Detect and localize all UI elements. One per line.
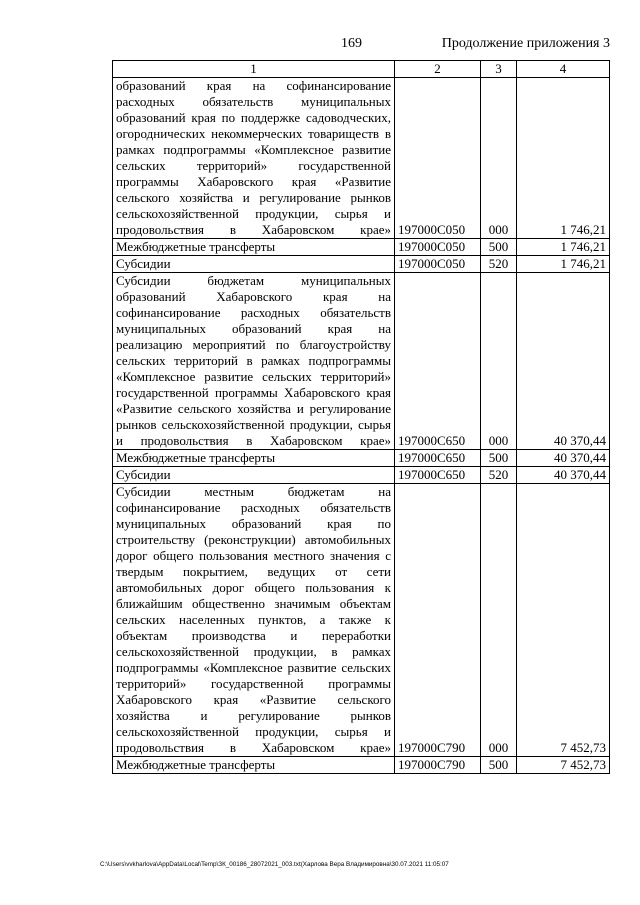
expense-type: 500 — [481, 450, 517, 467]
file-path-footer: C:\Users\vvkharlova\AppData\Local\Temp\ЗК_00186_28072021_003.txt(Харлова Вера Владимировна\30.07.2021 11:05:07 — [100, 861, 449, 868]
column-number: 4 — [517, 61, 610, 78]
expense-name: образований края на софинансирование расходных обязательств муниципальных образований края по поддержке садоводческих, огороднических некоммерческих товариществ в рамках подпрограммы «Комплексное развитие сельских территорий» государственной программы Хабаровского края «Развитие сельского хозяйства и регулирование рынков сельскохозяйственной продукции, сырья и продовольствия в Хабаровском крае» — [113, 78, 395, 239]
expense-name: Межбюджетные трансферты — [113, 450, 395, 467]
page-number: 169 — [341, 36, 362, 51]
target-code: 197000С790 — [395, 757, 481, 774]
continuation-note: Продолжение приложения 3 — [441, 36, 610, 51]
expense-type: 500 — [481, 757, 517, 774]
amount: 7 452,73 — [517, 484, 610, 757]
expense-name: Субсидии бюджетам муниципальных образований Хабаровского края на софинансирование расходных обязательств муниципальных образований края на реализацию мероприятий по благоустройству сельских территорий в рамках подпрограммы «Комплексное развитие сельских территорий» государственной программы Хабаровского края «Развитие сельского хозяйства и регулирование рынков сельскохозяйственной продукции, сырья и продовольствия в Хабаровском крае» — [113, 273, 395, 450]
expense-type: 520 — [481, 256, 517, 273]
amount: 40 370,44 — [517, 273, 610, 450]
target-code: 197000С790 — [395, 484, 481, 757]
table-row — [113, 467, 610, 484]
budget-table — [112, 60, 610, 774]
target-code: 197000С650 — [395, 273, 481, 450]
target-code: 197000С650 — [395, 450, 481, 467]
column-number: 3 — [481, 61, 517, 78]
table-row — [113, 273, 610, 450]
table-row — [113, 450, 610, 467]
expense-name: Межбюджетные трансферты — [113, 757, 395, 774]
column-number: 1 — [113, 61, 395, 78]
expense-type: 500 — [481, 239, 517, 256]
amount: 1 746,21 — [517, 78, 610, 239]
table-row — [113, 484, 610, 757]
target-code: 197000С050 — [395, 256, 481, 273]
table-row — [113, 78, 610, 239]
column-number-row — [113, 61, 610, 78]
table-row — [113, 239, 610, 256]
expense-type: 000 — [481, 78, 517, 239]
expense-name: Субсидии местным бюджетам на софинансирование расходных обязательств муниципальных образований края по строительству (реконструкции) автомобильных дорог общего пользования местного значения с твердым покрытием, ведущих от сети автомобильных дорог общего пользования к ближайшим общественно значимым объектам сельских населенных пунктов, а также к объектам производства и переработки сельскохозяйственной продукции, в рамках подпрограммы «Комплексное развитие сельских территорий» государственной программы Хабаровского края «Развитие сельского хозяйства и регулирование рынков сельскохозяйственной продукции, сырья и продовольствия в Хабаровском крае» — [113, 484, 395, 757]
amount: 40 370,44 — [517, 450, 610, 467]
table-row — [113, 757, 610, 774]
amount: 40 370,44 — [517, 467, 610, 484]
expense-type: 000 — [481, 273, 517, 450]
amount: 1 746,21 — [517, 239, 610, 256]
amount: 1 746,21 — [517, 256, 610, 273]
expense-type: 520 — [481, 467, 517, 484]
target-code: 197000С650 — [395, 467, 481, 484]
column-number: 2 — [395, 61, 481, 78]
expense-name: Субсидии — [113, 256, 395, 273]
expense-type: 000 — [481, 484, 517, 757]
amount: 7 452,73 — [517, 757, 610, 774]
target-code: 197000С050 — [395, 78, 481, 239]
expense-name: Межбюджетные трансферты — [113, 239, 395, 256]
expense-name: Субсидии — [113, 467, 395, 484]
target-code: 197000С050 — [395, 239, 481, 256]
table-row — [113, 256, 610, 273]
